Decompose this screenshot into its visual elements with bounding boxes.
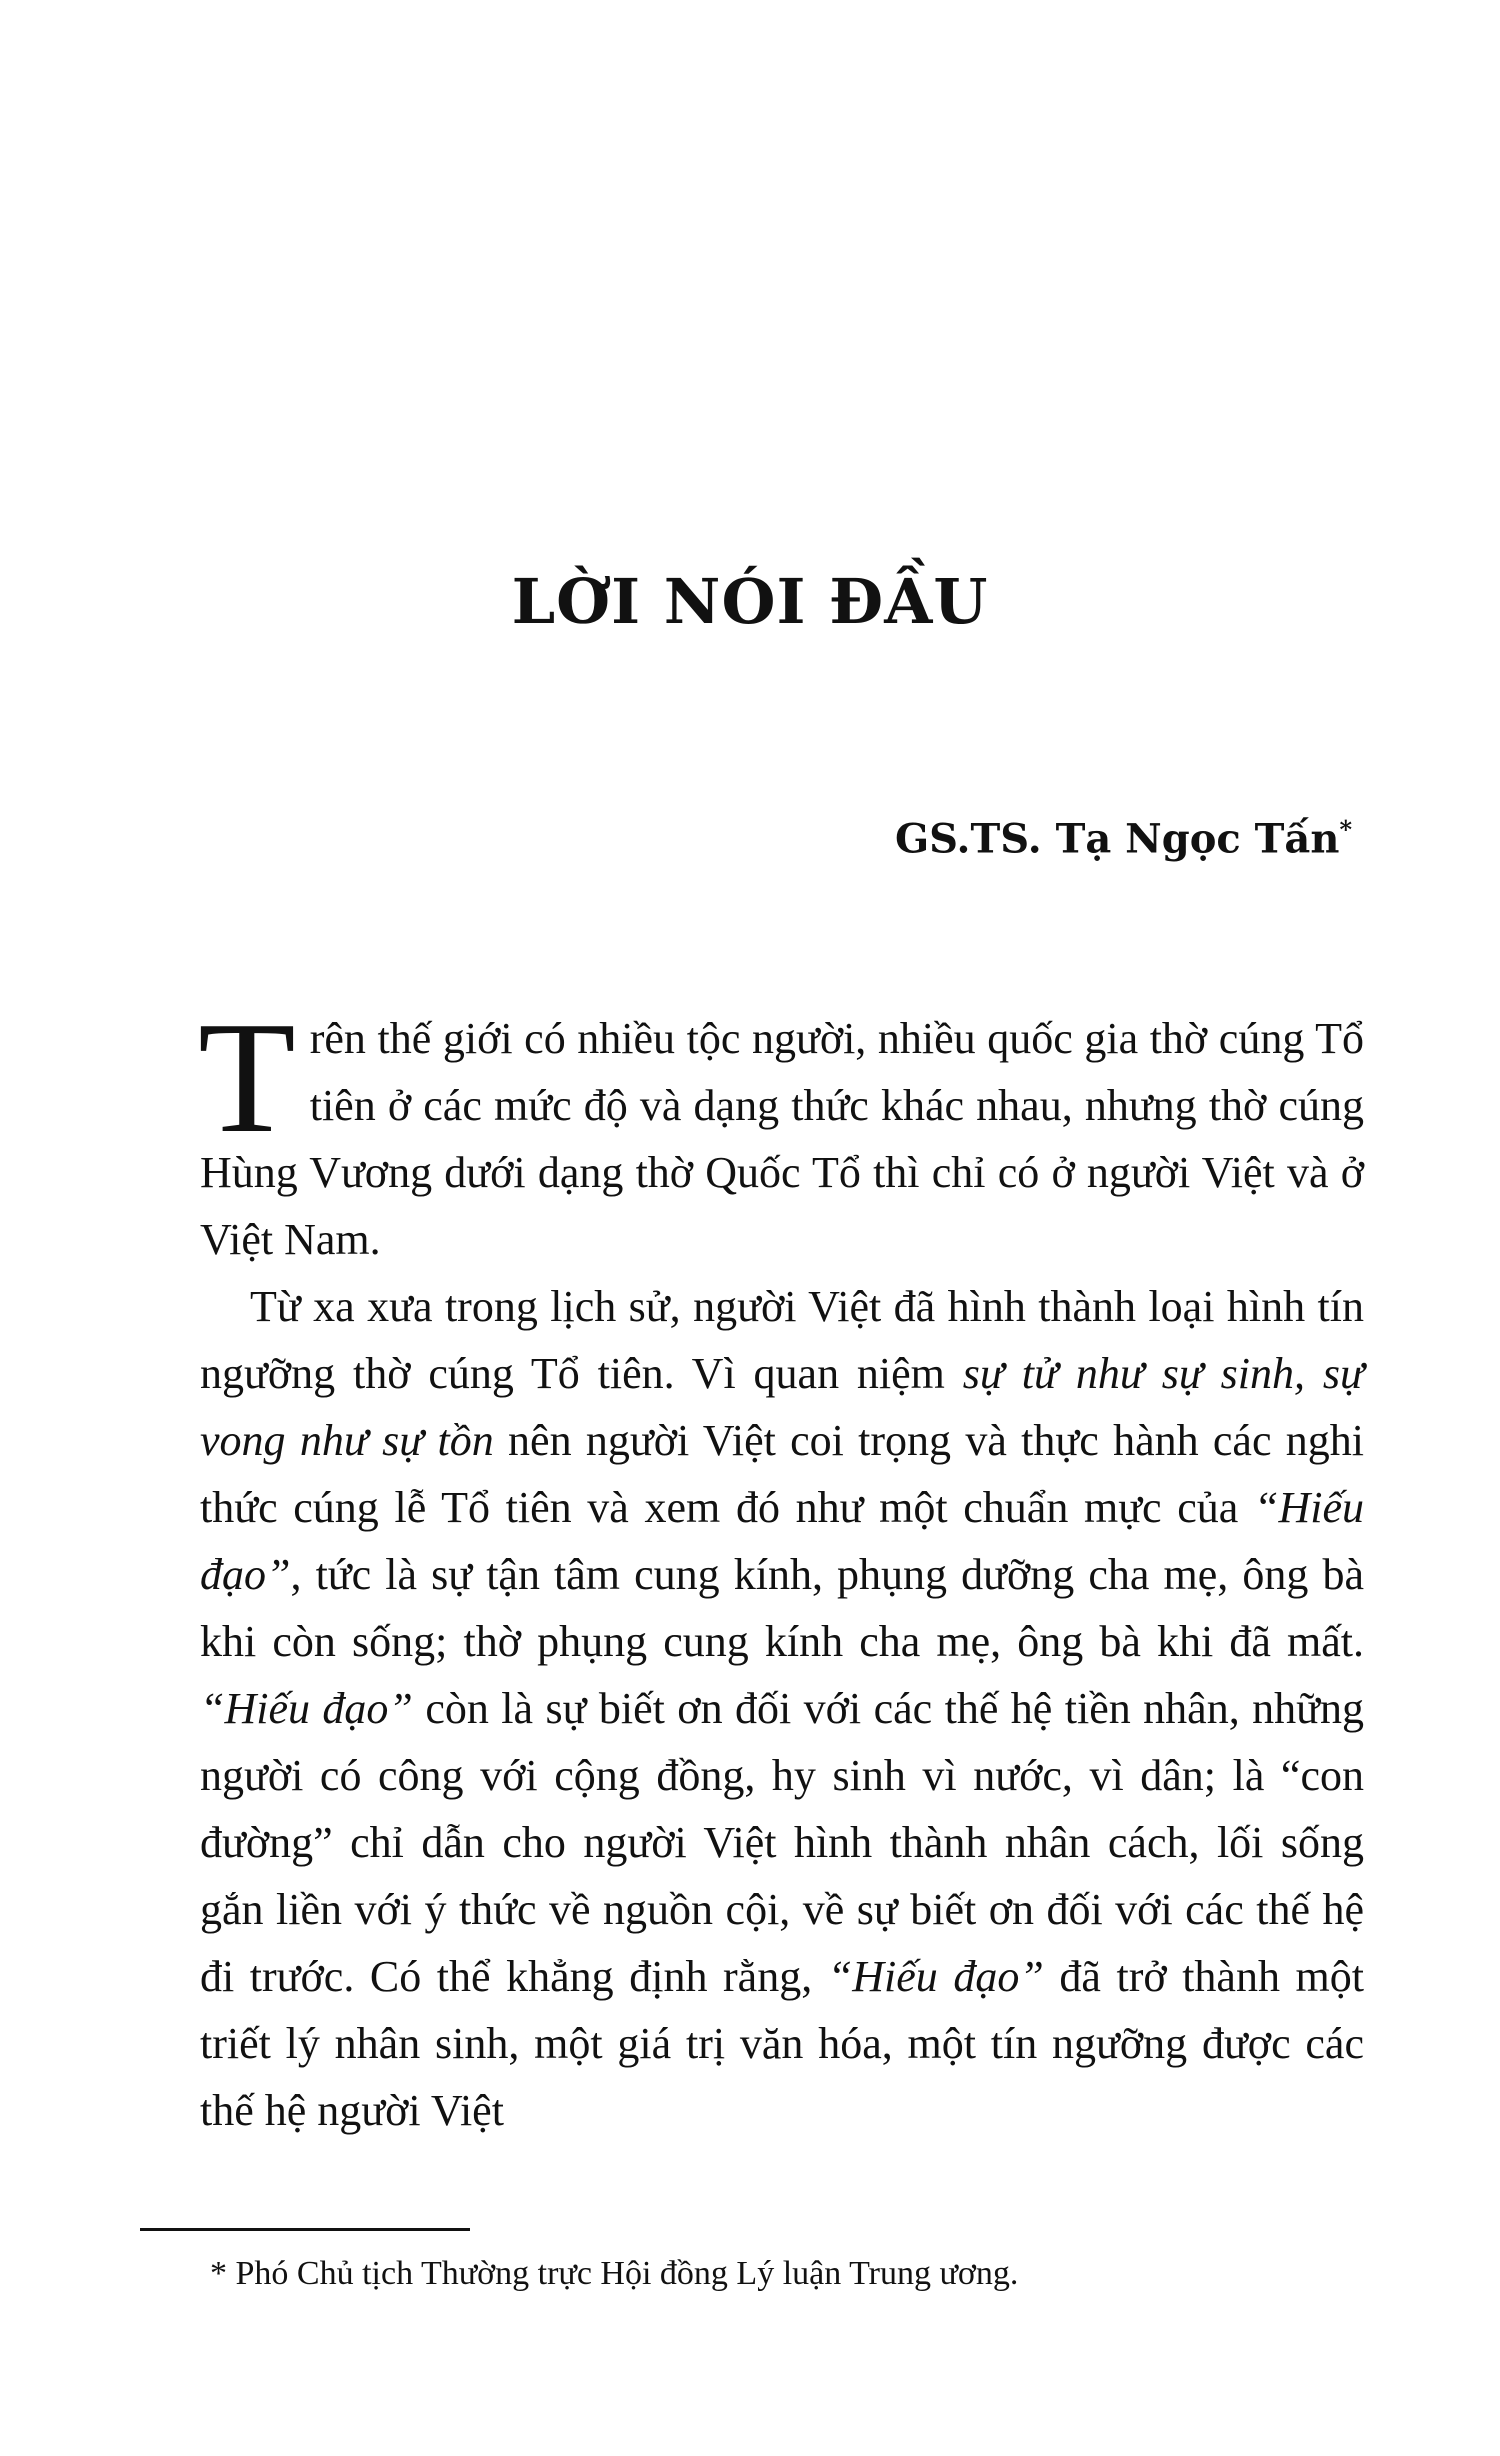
footnote-marker: * xyxy=(1339,815,1352,844)
paragraph-2-text-e: , tức là sự tận tâm cung kính, phụng dưỡng cha mẹ, ông bà khi còn sống; thờ phụng cung kính cha mẹ, ông bà khi đã mất. xyxy=(200,1550,1364,1666)
drop-cap: T xyxy=(198,988,296,1166)
paragraph-1 xyxy=(198,988,1364,1273)
body-text xyxy=(198,988,1364,2144)
page-title: LỜI NÓI ĐẦU xyxy=(511,565,989,638)
paragraph-2 xyxy=(200,1273,1364,2144)
paragraph-1-text: rên thế giới có nhiều tộc người, nhiều quốc gia thờ cúng Tổ tiên ở các mức độ và dạng thức khác nhau, nhưng thờ cúng Hùng Vương dưới dạng thờ Quốc Tổ thì chỉ có ở người Việt và ở Việt Nam. xyxy=(200,1014,1364,1264)
author-line xyxy=(895,815,1352,862)
hieu-dao-term-1: “Hiếu đạo” xyxy=(200,1483,1364,1599)
paragraph-2-text-g: còn là sự biết ơn đối với các thế hệ tiền nhân, những người có công với cộng đồng, hy sinh vì nước, vì dân; là “con đường” chỉ dẫn cho người Việt hình thành nhân cách, lối sống gắn liền với ý thức về nguồn cội, về sự biết ơn đối với các thế hệ đi trước. Có thể khẳng định rằng, xyxy=(200,1684,1364,2001)
hieu-dao-term-3: “Hiếu đạo” xyxy=(827,1952,1044,2001)
paragraph-2-text-a: Từ xa xưa trong lịch sử, người Việt đã hình thành loại hình tín ngưỡng thờ cúng Tổ tiên. Vì quan niệm xyxy=(200,1282,1364,1398)
hieu-dao-term-2: “Hiếu đạo” xyxy=(200,1684,413,1733)
paragraph-2-text-c: nên người Việt coi trọng và thực hành các nghi thức cúng lễ Tổ tiên và xem đó như một chuẩn mực của xyxy=(200,1416,1364,1532)
footnote-divider xyxy=(140,2228,470,2231)
footnote: * Phó Chủ tịch Thường trực Hội đồng Lý luận Trung ương. xyxy=(210,2255,1019,2292)
paragraph-2-text-i: đã trở thành một triết lý nhân sinh, một giá trị văn hóa, một tín ngưỡng được các thế hệ người Việt xyxy=(200,1952,1364,2135)
paragraph-2-italic-phrase: sự tử như sự sinh, sự vong như sự tồn xyxy=(200,1349,1364,1465)
author-name: GS.TS. Tạ Ngọc Tấn xyxy=(894,815,1340,863)
